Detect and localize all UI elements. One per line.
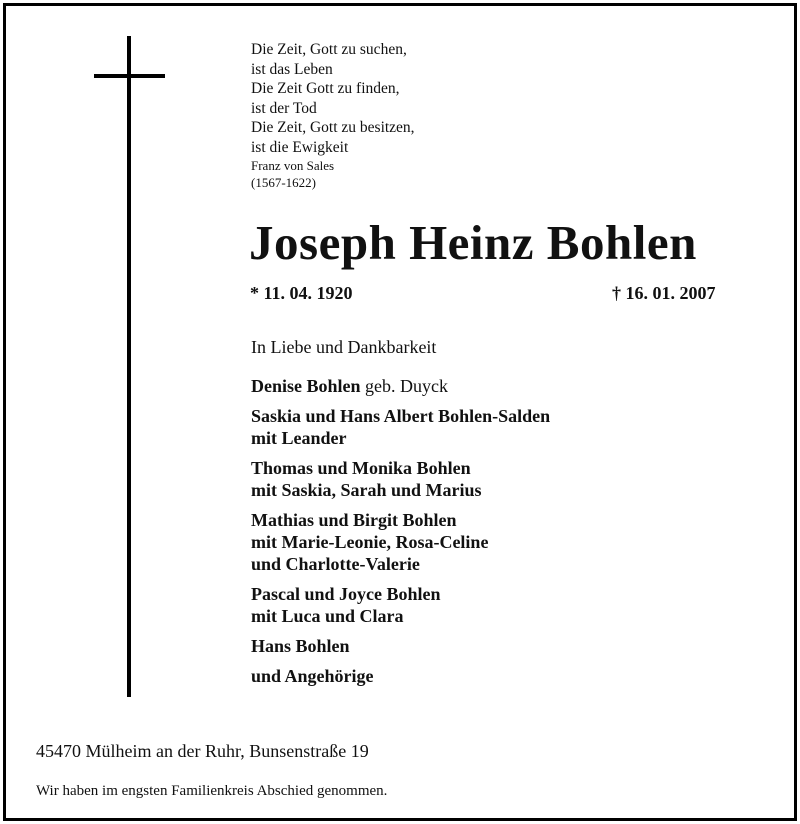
- address: 45470 Mülheim an der Ruhr, Bunsenstraße 19: [36, 741, 369, 761]
- quote-years: (1567-1622): [251, 175, 316, 190]
- quote-author: Franz von Sales: [251, 158, 335, 173]
- birth-date: * 11. 04. 1920: [250, 283, 353, 303]
- family-line: Mathias und Birgit Bohlen: [251, 510, 457, 530]
- cross-icon-horizontal: [94, 74, 165, 78]
- family-line: Hans Bohlen: [251, 636, 350, 656]
- quote-line: Die Zeit, Gott zu besitzen,: [251, 119, 415, 136]
- death-date: † 16. 01. 2007: [612, 283, 716, 303]
- quote-line: ist die Ewigkeit: [251, 138, 349, 156]
- cross-icon-vertical: [127, 36, 131, 697]
- family-line: mit Leander: [251, 428, 347, 448]
- quote-line: Die Zeit Gott zu finden,: [251, 80, 400, 97]
- intro-text: In Liebe und Dankbarkeit: [251, 337, 437, 357]
- quote-line: ist das Leben: [251, 60, 333, 78]
- quote-line: Die Zeit, Gott zu suchen,: [251, 41, 407, 58]
- deceased-name: Joseph Heinz Bohlen: [249, 215, 697, 270]
- family-group: [251, 457, 550, 501]
- family-group: [251, 635, 550, 657]
- family-line: Saskia und Hans Albert Bohlen-Salden: [251, 406, 551, 426]
- family-line: mit Saskia, Sarah und Marius: [251, 480, 482, 500]
- family-line: und Angehörige: [251, 666, 374, 686]
- family-list: [251, 375, 550, 695]
- widow-maiden-name: geb. Duyck: [365, 376, 448, 396]
- quote-block: [251, 40, 415, 191]
- family-line: Pascal und Joyce Bohlen: [251, 584, 441, 604]
- family-line: mit Marie-Leonie, Rosa-Celine: [251, 532, 489, 552]
- quote-line: ist der Tod: [251, 99, 317, 117]
- family-group-widow: [251, 375, 550, 397]
- farewell-note: Wir haben im engsten Familienkreis Abschied genommen.: [36, 783, 388, 799]
- family-line: Thomas und Monika Bohlen: [251, 458, 471, 478]
- family-group: [251, 665, 550, 687]
- family-group: [251, 405, 550, 449]
- widow-name: Denise Bohlen: [251, 376, 361, 396]
- family-group: [251, 509, 550, 575]
- family-group: [251, 583, 550, 627]
- family-line: mit Luca und Clara: [251, 606, 404, 626]
- obituary-frame: [3, 3, 797, 821]
- family-line: und Charlotte-Valerie: [251, 554, 420, 574]
